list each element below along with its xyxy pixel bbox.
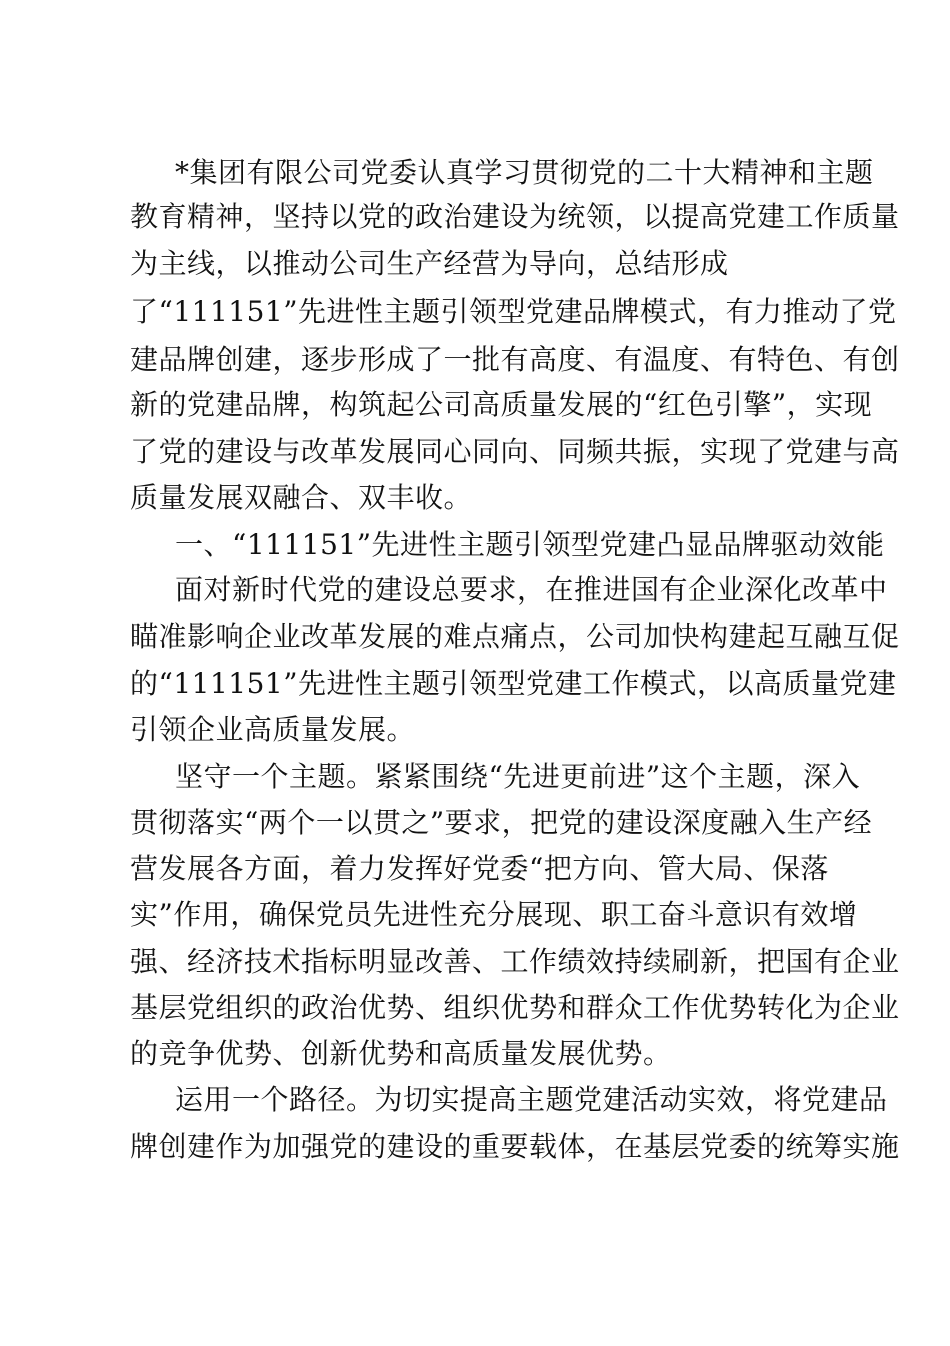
paragraph-1-line-8: 质量发展双融合、双丰收。 — [130, 481, 473, 514]
paragraph-3-line-1: 坚守一个主题。紧紧围绕“先进更前进”这个主题，深入 — [175, 760, 861, 793]
paragraph-3-line-5: 强、经济技术指标明显改善、工作绩效持续刷新，把国有企业 — [130, 945, 900, 978]
paragraph-1-line-4: 了“111151”先进性主题引领型党建品牌模式，有力推动了党 — [130, 295, 897, 328]
paragraph-2-line-3: 的“111151”先进性主题引领型党建工作模式，以高质量党建 — [130, 667, 897, 700]
paragraph-4-line-1: 运用一个路径。为切实提高主题党建活动实效，将党建品 — [175, 1083, 888, 1116]
paragraph-2-line-1: 面对新时代党的建设总要求，在推进国有企业深化改革中 — [175, 573, 888, 606]
paragraph-2-line-4: 引领企业高质量发展。 — [130, 713, 416, 746]
paragraph-1-line-1: *集团有限公司党委认真学习贯彻党的二十大精神和主题 — [175, 156, 874, 189]
paragraph-1-line-3: 为主线，以推动公司生产经营为导向，总结形成 — [130, 247, 729, 280]
paragraph-4-line-2: 牌创建作为加强党的建设的重要载体，在基层党委的统筹实施 — [130, 1130, 900, 1163]
paragraph-3-line-7: 的竞争优势、创新优势和高质量发展优势。 — [130, 1037, 672, 1070]
paragraph-1-line-5: 建品牌创建，逐步形成了一批有高度、有温度、有特色、有创 — [130, 343, 900, 376]
paragraph-3-line-2: 贯彻落实“两个一以贯之”要求，把党的建设深度融入生产经 — [130, 806, 873, 839]
paragraph-2-line-2: 瞄准影响企业改革发展的难点痛点，公司加快构建起互融互促 — [130, 620, 900, 653]
paragraph-3-line-3: 营发展各方面，着力发挥好党委“把方向、管大局、保落 — [130, 852, 829, 885]
section-heading: 一、“111151”先进性主题引领型党建凸显品牌驱动效能 — [175, 528, 885, 561]
paragraph-1-line-7: 了党的建设与改革发展同心同向、同频共振，实现了党建与高 — [130, 435, 900, 468]
paragraph-3-line-4: 实”作用，确保党员先进性充分展现、职工奋斗意识有效增 — [130, 898, 858, 931]
paragraph-3-line-6: 基层党组织的政治优势、组织优势和群众工作优势转化为企业 — [130, 991, 900, 1024]
paragraph-1-line-6: 新的党建品牌，构筑起公司高质量发展的“红色引擎”，实现 — [130, 388, 873, 421]
paragraph-1-line-2: 教育精神，坚持以党的政治建设为统领，以提高党建工作质量 — [130, 200, 900, 233]
